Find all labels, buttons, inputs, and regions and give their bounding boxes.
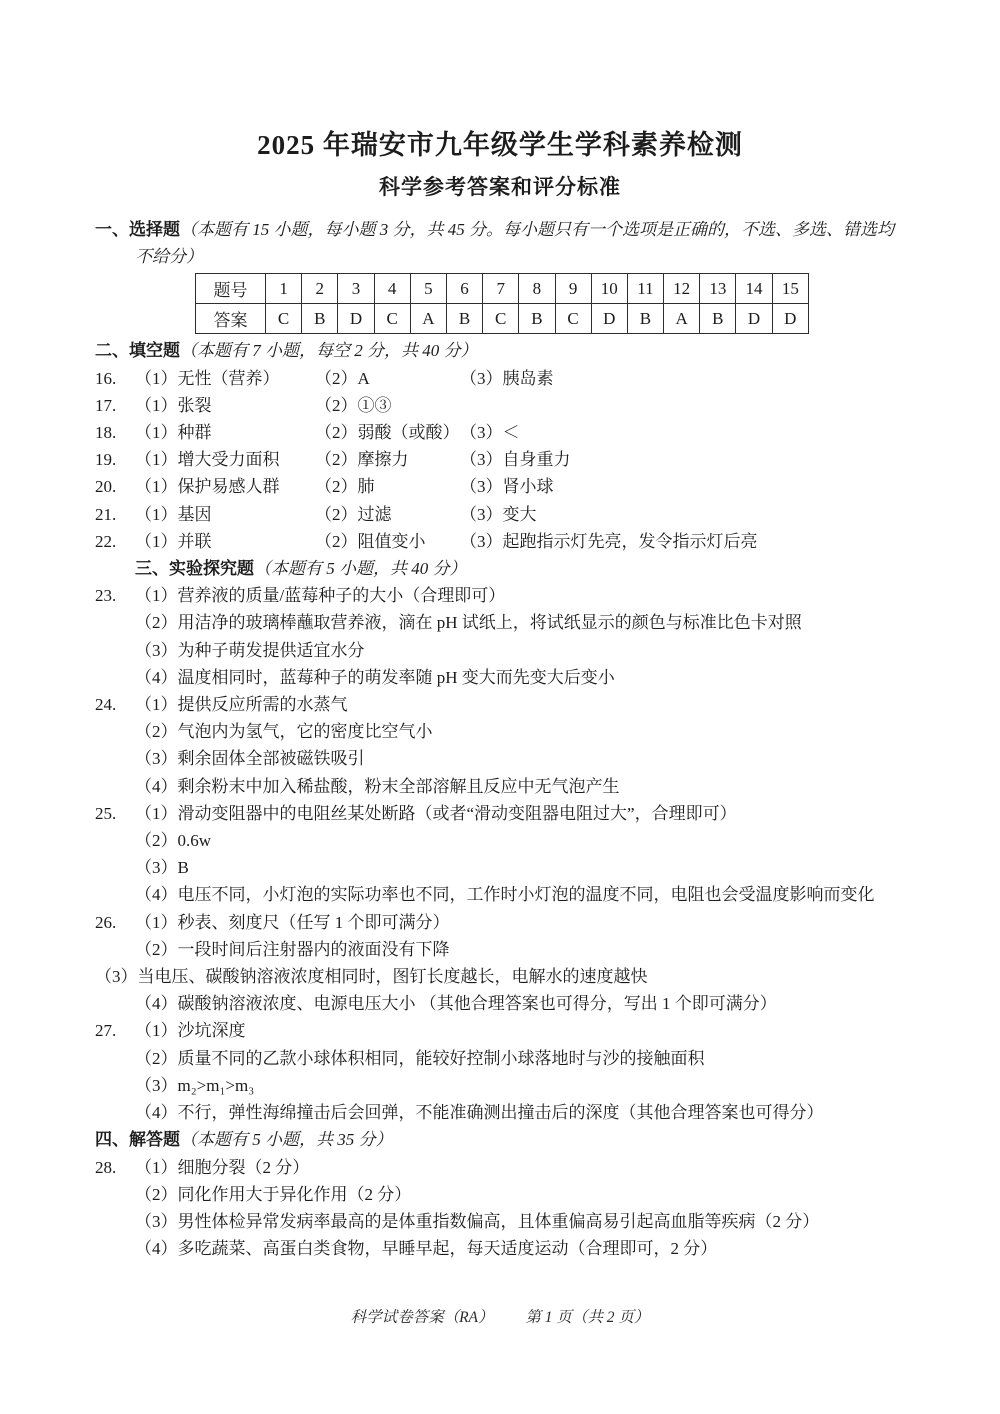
question-block [95,691,905,800]
answer-letter-cell: D [772,304,808,334]
answer-line [95,664,905,691]
answer-text: （2）0.6w [135,831,212,851]
answer-text: （4）温度相同时，蓝莓种子的萌发率随 pH 变大而先变大后变小 [135,667,615,687]
answer-text: （3）B [135,858,189,878]
answer-text: （1）滑动变阻器中的电阻丝某处断路（或者“滑动变阻器电阻过大”，合理即可） [135,803,737,823]
answer-letter-cell: B [627,304,663,334]
answer-line [95,1017,905,1044]
answer-letter-cell: C [374,304,410,334]
question-block [95,1017,905,1126]
answer-text: （3）剩余固体全部被磁铁吸引 [135,749,365,769]
fill-row [95,392,905,419]
answer-text: （2）质量不同的乙款小球体积相同，能较好控制小球落地时与沙的接触面积 [135,1048,705,1068]
fill-answer-part: （2）①③ [315,395,392,415]
section-fill-note: （本题有 7 小题，每空 2 分，共 40 分） [180,341,478,361]
fill-row [95,419,905,446]
answer-text: （3）男性体检异常发病率最高的是体重指数偏高，且体重偏高易引起高血脂等疾病（2 分） [135,1211,820,1231]
question-number-cell: 12 [664,274,700,304]
fill-answer-part: （2）阻值变小 [315,531,426,551]
question-number: 23. [95,586,117,606]
question-number: 18. [95,423,117,443]
question-number-cell: 3 [338,274,374,304]
fill-answer-part: （1）增大受力面积 [135,450,280,470]
answer-text: （1）沙坑深度 [135,1021,246,1041]
answer-letter-cell: A [664,304,700,334]
question-number-cell: 11 [627,274,663,304]
answer-letter-cell: A [410,304,446,334]
question-number: 24. [95,695,117,715]
answer-line [95,609,905,636]
fill-answer-part: （3）变大 [460,504,537,524]
fill-answer-part: （2）A [315,368,370,388]
fill-row [95,528,905,555]
answer-text: （2）同化作用大于异化作用（2 分） [135,1184,412,1204]
answer-line [95,637,905,664]
answer-text: （3）当电压、碳酸钠溶液浓度相同时，图钉长度越长，电解水的速度越快 [95,967,648,987]
question-number: 20. [95,477,117,497]
answer-line [95,909,905,936]
question-number-cell: 4 [374,274,410,304]
question-number-cell: 2 [302,274,338,304]
question-number-cell: 14 [736,274,772,304]
answer-line [95,1208,905,1235]
question-block [95,909,905,1018]
question-number: 16. [95,368,117,388]
fill-answer-part: （2）弱酸（或酸） [315,423,460,443]
answer-line [95,745,905,772]
answer-letter-cell: B [446,304,482,334]
answer-line [95,718,905,745]
row-header-cell: 题号 [196,274,266,304]
experiment-answer-list [95,582,905,1126]
section-choice-label: 一、选择题 [95,220,180,239]
section-experiment-heading [95,555,905,582]
fill-answer-part: （1）种群 [135,423,212,443]
answer-letter-cell: D [338,304,374,334]
question-number-cell: 1 [266,274,302,304]
section-experiment-note: （本题有 5 小题，共 40 分） [254,559,467,579]
fill-answer-part: （2）肺 [315,477,375,497]
question-block [95,1154,905,1263]
section-fill-label: 二、填空题 [95,341,180,361]
row-header-cell: 答案 [196,304,266,334]
answer-text: （4）电压不同，小灯泡的实际功率也不同，工作时小灯泡的温度不同，电阻也会受温度影响而变化 [135,885,875,905]
fill-answer-part: （3）起跑指示灯先亮，发令指示灯后亮 [460,531,758,551]
question-number-cell: 13 [700,274,736,304]
fill-list [95,365,905,555]
section-fill-heading [95,337,905,364]
answer-line [95,582,905,609]
answer-line [95,1072,905,1099]
answer-text: （2）一段时间后注射器内的液面没有下降 [135,939,450,959]
page-footer [0,1306,1000,1330]
footer-doc-label: 科学试卷答案（RA） [350,1309,494,1326]
answer-line [95,827,905,854]
question-number-row [196,274,809,304]
answer-letter-cell: D [736,304,772,334]
answer-text: （1）秒表、刻度尺（任写 1 个即可满分） [135,912,450,932]
answer-line [95,691,905,718]
fill-answer-part: （1）无性（营养） [135,368,280,388]
fill-row [95,473,905,500]
answer-letter-cell: B [519,304,555,334]
answer-line [95,1099,905,1126]
answer-letter-cell: B [700,304,736,334]
question-number: 25. [95,803,117,823]
question-number: 27. [95,1021,117,1041]
answer-line [95,1235,905,1262]
fill-row [95,501,905,528]
answer-letter-cell: C [555,304,591,334]
answer-letter-cell: B [302,304,338,334]
fill-row [95,446,905,473]
fill-answer-part: （1）并联 [135,531,212,551]
question-number: 22. [95,531,117,551]
answer-text: （3）为种子萌发提供适宜水分 [135,640,365,660]
answer-text: （2）气泡内为氢气，它的密度比空气小 [135,722,433,742]
question-block [95,582,905,691]
answer-text: （1）营养液的质量/蓝莓种子的大小（合理即可） [135,586,506,606]
solve-answer-list [95,1154,905,1263]
question-number: 19. [95,450,117,470]
fill-answer-part: （1）基因 [135,504,212,524]
fill-answer-part: （1）张裂 [135,395,212,415]
answer-text: （4）剩余粉末中加入稀盐酸，粉末全部溶解且反应中无气泡产生 [135,776,620,796]
answer-letter-cell: C [266,304,302,334]
answer-text: （3）m₂>m₁>m₃ [135,1075,255,1095]
answer-line [95,990,905,1017]
section-experiment-label: 三、实验探究题 [135,559,254,579]
section-solve-label: 四、解答题 [95,1130,180,1150]
question-number-cell: 7 [483,274,519,304]
answer-letter-cell: D [591,304,627,334]
fill-answer-part: （3）自身重力 [460,450,571,470]
answer-line [95,1154,905,1181]
answer-text: （4）多吃蔬菜、高蛋白类食物，早睡早起，每天适度运动（合理即可，2 分） [135,1239,718,1259]
fill-answer-part: （2）过滤 [315,504,392,524]
answer-text: （2）用洁净的玻璃棒蘸取营养液，滴在 pH 试纸上，将试纸显示的颜色与标准比色卡对照 [135,613,802,633]
answer-line [95,773,905,800]
section-choice-heading [95,216,905,270]
fill-answer-part: （3）胰岛素 [460,368,554,388]
fill-answer-part [460,392,905,419]
section-solve-note: （本题有 5 小题，共 35 分） [180,1130,393,1150]
section-solve-heading [95,1126,905,1153]
answer-line [95,881,905,908]
fill-row [95,365,905,392]
answer-text: （4）碳酸钠溶液浓度、电源电压大小 （其他合理答案也可得分，写出 1 个即可满分） [135,994,777,1014]
footer-page-number: 第 1 页（共 2 页） [525,1309,650,1326]
section-choice-note: （本题有 15 小题，每小题 3 分，共 45 分。每小题只有一个选项是正确的，不选、多选、错选均不给分） [135,220,894,267]
choice-answer-table [195,273,809,334]
answer-text: （1）提供反应所需的水蒸气 [135,695,348,715]
fill-answer-part: （3）＜ [460,423,520,443]
fill-answer-part: （3）肾小球 [460,477,554,497]
answer-text: （4）不行，弹性海绵撞击后会回弹，不能准确测出撞击后的深度（其他合理答案也可得分） [135,1103,824,1123]
answer-letter-cell: C [483,304,519,334]
fill-answer-part: （1）保护易感人群 [135,477,280,497]
choice-answer-table-body [196,274,809,334]
answer-letter-row [196,304,809,334]
answer-line [95,963,905,990]
question-number-cell: 9 [555,274,591,304]
question-number-cell: 5 [410,274,446,304]
question-number-cell: 8 [519,274,555,304]
answer-line [95,1045,905,1072]
question-number-cell: 6 [446,274,482,304]
answer-text: （1）细胞分裂（2 分） [135,1157,310,1177]
question-number-cell: 10 [591,274,627,304]
page-subtitle: 科学参考答案和评分标准 [379,175,621,199]
question-number: 28. [95,1157,117,1177]
question-number-cell: 15 [772,274,808,304]
question-number: 26. [95,912,117,932]
fill-answer-part: （2）摩擦力 [315,450,409,470]
answer-line [95,936,905,963]
page-title: 2025 年瑞安市九年级学生学科素养检测 [257,130,743,160]
question-number: 17. [95,395,117,415]
answer-line [95,1181,905,1208]
question-block [95,800,905,909]
question-number: 21. [95,504,117,524]
answer-line [95,800,905,827]
answer-line [95,854,905,881]
